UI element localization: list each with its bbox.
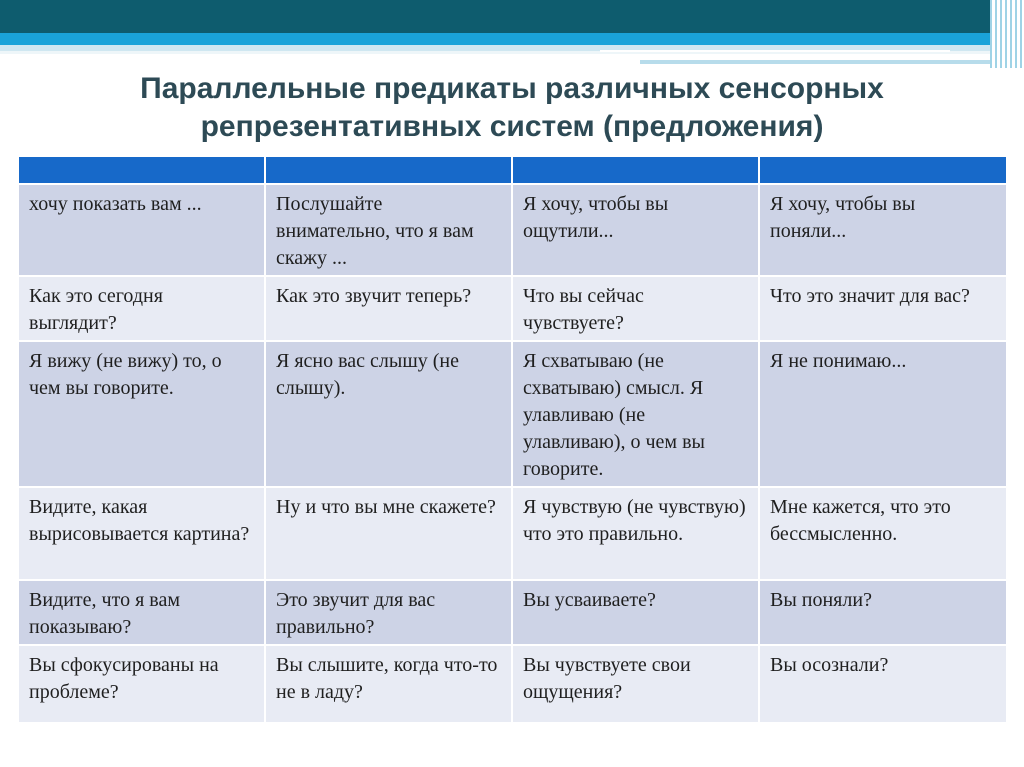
top-band-dark xyxy=(0,0,1024,33)
top-band-blue xyxy=(0,33,1024,45)
slide-title: Параллельные предикаты различных сенсорных репрезентативных систем (предложения) xyxy=(140,72,884,143)
table-cell: Я хочу, чтобы вы ощутили... xyxy=(512,184,759,276)
table-cell: Я ясно вас слышу (не слышу). xyxy=(265,341,512,487)
table-cell: Я схватываю (не схватываю) смысл. Я улавливаю (не улавливаю), о чем вы говорите. xyxy=(512,341,759,487)
table-cell: Вы чувствуете свои ощущения? xyxy=(512,645,759,723)
table-row xyxy=(18,487,1007,580)
table-cell: хочу показать вам ... xyxy=(18,184,265,276)
table-row xyxy=(18,341,1007,487)
table-cell: Вы поняли? xyxy=(759,580,1007,645)
table-row xyxy=(18,580,1007,645)
table-row xyxy=(18,645,1007,723)
header-cell xyxy=(512,156,759,184)
table-cell: Я чувствую (не чувствую) что это правильно. xyxy=(512,487,759,580)
table-cell: Это звучит для вас правильно? xyxy=(265,580,512,645)
table-row xyxy=(18,276,1007,341)
table-cell: Как это сегодня выглядит? xyxy=(18,276,265,341)
table-cell: Послушайте внимательно, что я вам скажу ... xyxy=(265,184,512,276)
header-cell xyxy=(265,156,512,184)
decor-line xyxy=(600,50,950,52)
table-cell: Что это значит для вас? xyxy=(759,276,1007,341)
table-cell: Я не понимаю... xyxy=(759,341,1007,487)
table-row xyxy=(18,184,1007,276)
table-cell: Что вы сейчас чувствуете? xyxy=(512,276,759,341)
table-cell: Мне кажется, что это бессмысленно. xyxy=(759,487,1007,580)
table-cell: Видите, что я вам показываю? xyxy=(18,580,265,645)
decor-stripes xyxy=(990,0,1024,68)
table-cell: Я вижу (не вижу) то, о чем вы говорите. xyxy=(18,341,265,487)
decor-line xyxy=(640,60,1020,64)
table-header-row xyxy=(18,156,1007,184)
table-cell: Вы осознали? xyxy=(759,645,1007,723)
table-cell: Ну и что вы мне скажете? xyxy=(265,487,512,580)
table-cell: Я хочу, чтобы вы поняли... xyxy=(759,184,1007,276)
table-cell: Вы слышите, когда что-то не в ладу? xyxy=(265,645,512,723)
table-cell: Вы сфокусированы на проблеме? xyxy=(18,645,265,723)
header-cell xyxy=(759,156,1007,184)
table-cell: Как это звучит теперь? xyxy=(265,276,512,341)
header-cell xyxy=(18,156,265,184)
table-cell: Видите, какая вырисовывается картина? xyxy=(18,487,265,580)
table-cell: Вы усваиваете? xyxy=(512,580,759,645)
predicates-table xyxy=(17,155,1008,724)
